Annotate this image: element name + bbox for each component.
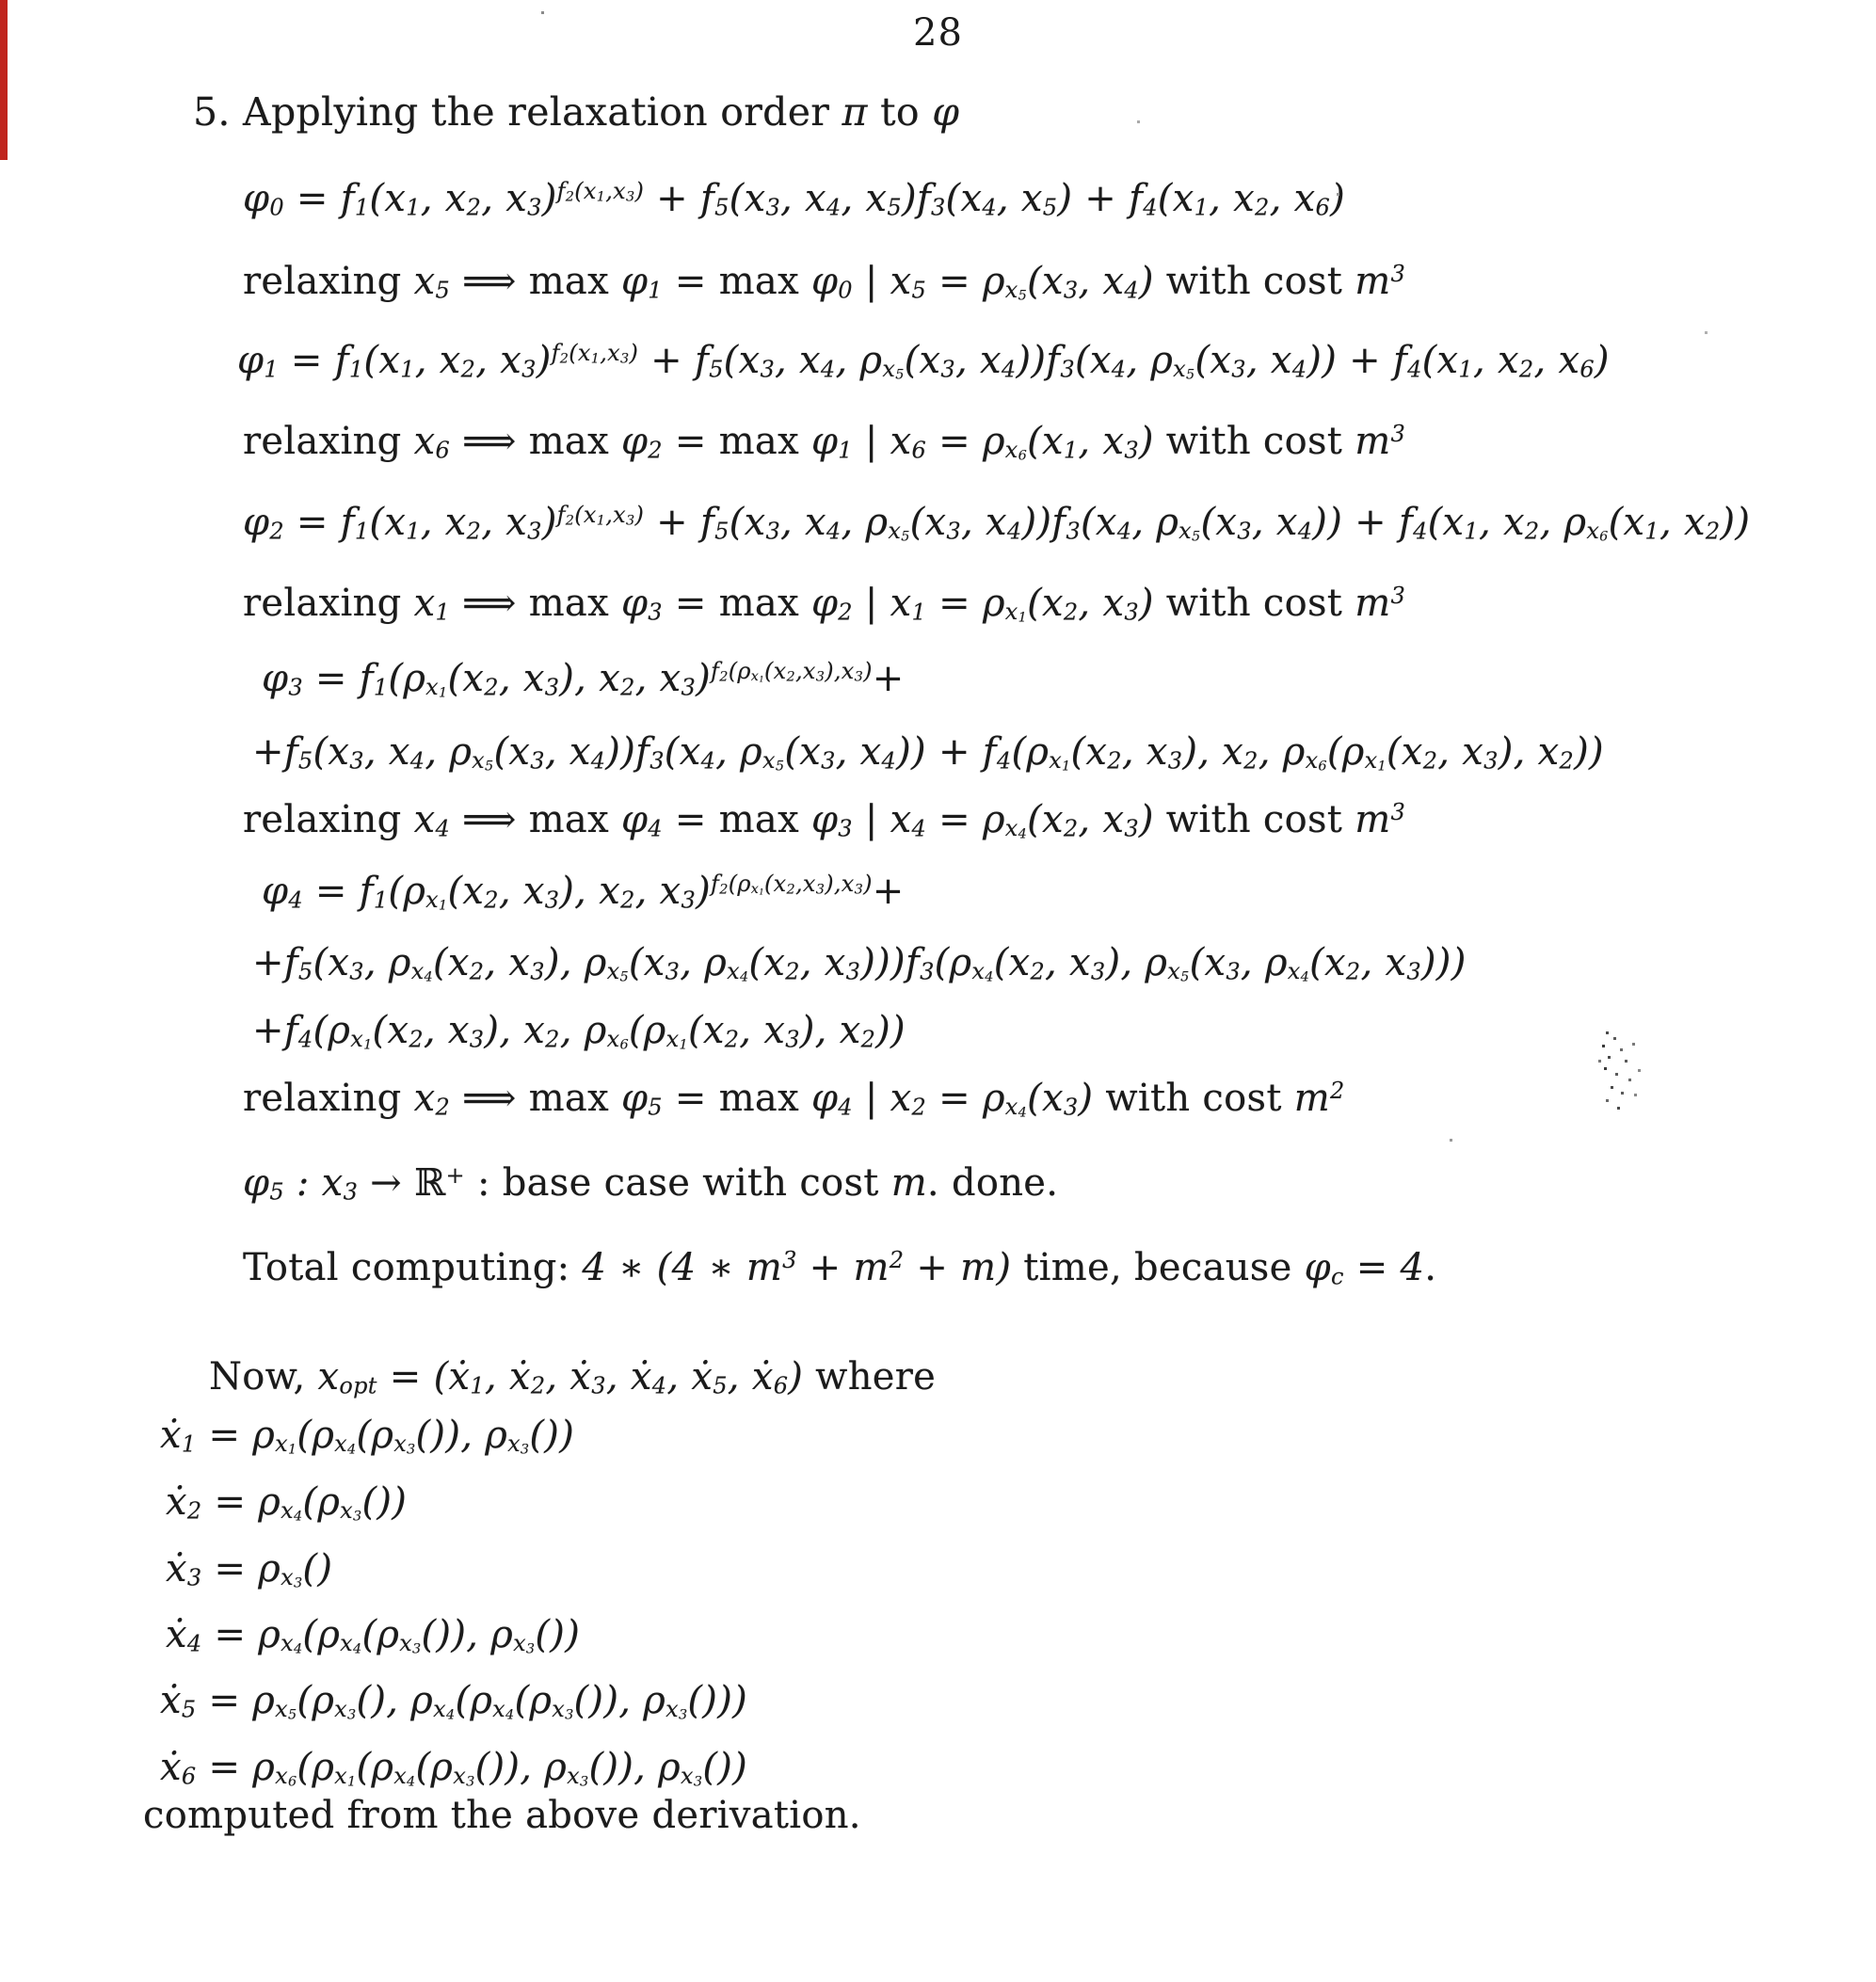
equation-phi4-line3: $+f_4(\rho_{x_1}(x_2$, $x_3$), $x_2$, $\rho_{x_6}(\rho_{x_1}(x_2$, $x_3$), $x_2$)) xyxy=(252,1009,906,1053)
page-number: 28 xyxy=(913,11,963,55)
list-item-5-heading: 5. Applying the relaxation order π to φ xyxy=(193,89,960,135)
equation-phi1: $\varphi_1 = f_1(x_1$, $x_2$, $x_3)^{f_2(x_1,x_3)} + f_5(x_3$, $x_4$, $\rho_{x_5}(x_3$, $x_4))f_3(x_4$, $\rho_{x_5}(x_3$, $x_4)) + f_4(x_1$, $x_2$, $x_6$) xyxy=(237,339,1610,383)
equation-phi2: $\varphi_2 = f_1(x_1$, $x_2$, $x_3)^{f_2(x_1,x_3)} + f_5(x_3$, $x_4$, $\rho_{x_5}(x_3$, $x_4))f_3(x_4$, $\rho_{x_5}(x_3$, $x_4)) + f_4(x_1$, $x_2$, $\rho_{x_6}(x_1$, $x_2$)) xyxy=(243,501,1751,545)
relax-step-x2: relaxing $x_2$ ⟹ $\max \varphi_5 = \max \varphi_4$ | $x_2 = \rho_{x_4}(x_3)$ with cost $m^2$ xyxy=(243,1077,1345,1121)
equation-phi3-line2: $+f_5(x_3$, $x_4$, $\rho_{x_5}(x_3$, $x_4))f_3(x_4$, $\rho_{x_5}(x_3$, $x_4)) + f_4(\rho_{x_1}(x_2$, $x_3$), $x_2$, $\rho_{x_6}(\rho_{x_1}(x_2$, $x_3$), $x_2$)) xyxy=(252,730,1604,775)
equation-phi3-line1: $\varphi_3 = f_1(\rho_{x_1}(x_2$, $x_3$), $x_2$, $x_3)^{f_2(\rho_{x_1}(x_2,x_3),x_3)}+$ xyxy=(262,657,905,701)
equation-phi4-line2: $+f_5(x_3$, $\rho_{x_4}(x_2$, $x_3$), $\rho_{x_5}(x_3$, $\rho_{x_4}(x_2$, $x_3)))f_3(\rho_{x_4}(x_2$, $x_3$), $\rho_{x_5}(x_3$, $\rho_{x_4}(x_2$, $x_3$))) xyxy=(252,941,1467,985)
relax-step-x1: relaxing $x_1$ ⟹ $\max \varphi_3 = \max \varphi_2$ | $x_1 = \rho_{x_1}(x_2$, $x_3$) with cost $m^3$ xyxy=(243,582,1406,626)
relax-step-x5: relaxing $x_5$ ⟹ $\max \varphi_1 = \max \varphi_0$ | $x_5 = \rho_{x_5}(x_3$, $x_4$) with cost $m^3$ xyxy=(243,260,1406,304)
xopt-line-5: ẋ$_5$ = $\rho_{x_5}(\rho_{x_3}()$, $\rho_{x_4}(\rho_{x_4}(\rho_{x_3}())$, $\rho_{x_3}()$)) xyxy=(160,1679,748,1723)
xopt-line-4: ẋ$_4$ = $\rho_{x_4}(\rho_{x_4}(\rho_{x_3}())$, $\rho_{x_3}()$) xyxy=(166,1613,581,1657)
total-computing-line: Total computing: 4 ∗ (4 ∗ $m^3 + m^2 + m$) time, because $\varphi_c = 4$. xyxy=(243,1246,1437,1290)
noise-specks xyxy=(541,11,544,14)
noise-smudge xyxy=(1606,1031,1609,1034)
footer-note: computed from the above derivation. xyxy=(143,1794,861,1837)
relax-step-x4: relaxing $x_4$ ⟹ $\max \varphi_4 = \max \varphi_3$ | $x_4 = \rho_{x_4}(x_2$, $x_3$) with cost $m^3$ xyxy=(243,798,1406,842)
solution-intro: Now, $x_{opt}$ = (ẋ$_1$, ẋ$_2$, ẋ$_3$, ẋ$_4$, ẋ$_5$, ẋ$_6$) where xyxy=(209,1355,937,1399)
xopt-line-3: ẋ$_3$ = $\rho_{x_3}()$ xyxy=(166,1547,333,1591)
equation-phi4-line1: $\varphi_4 = f_1(\rho_{x_1}(x_2$, $x_3$), $x_2$, $x_3)^{f_2(\rho_{x_1}(x_2,x_3),x_3)}+$ xyxy=(262,870,905,914)
base-case-statement: $\varphi_5$ : $x_3$ → ℝ+ : base case with cost m. done. xyxy=(243,1161,1059,1206)
xopt-line-2: ẋ$_2$ = $\rho_{x_4}(\rho_{x_3}())$ xyxy=(166,1480,408,1525)
relax-step-x6: relaxing $x_6$ ⟹ $\max \varphi_2 = \max \varphi_1$ | $x_6 = \rho_{x_6}(x_1$, $x_3$) with cost $m^3$ xyxy=(243,420,1406,464)
equation-phi0: $\varphi_0 = f_1(x_1$, $x_2$, $x_3)^{f_2(x_1,x_3)} + f_5(x_3$, $x_4$, $x_5)f_3(x_4$, $x_5) + f_4(x_1$, $x_2$, $x_6$) xyxy=(243,177,1345,221)
xopt-line-1: ẋ$_1$ = $\rho_{x_1}(\rho_{x_4}(\rho_{x_3}())$, $\rho_{x_3}()$) xyxy=(160,1414,575,1458)
xopt-line-6: ẋ$_6$ = $\rho_{x_6}(\rho_{x_1}(\rho_{x_4}(\rho_{x_3}())$, $\rho_{x_3}()$), $\rho_{x_3}()$) xyxy=(160,1746,748,1790)
